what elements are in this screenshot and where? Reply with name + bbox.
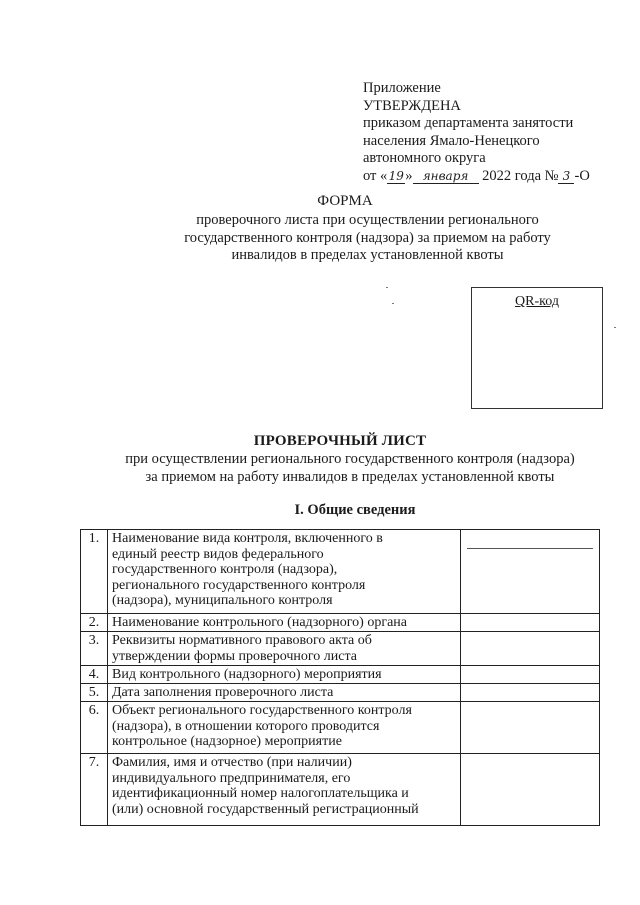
date-month-handwritten: января: [413, 170, 479, 184]
row-number: 4.: [81, 666, 108, 684]
qr-code-box: [471, 287, 603, 409]
scan-speck: [386, 287, 388, 288]
form-heading: [0, 192, 640, 265]
row-label-line: единый реестр видов федерального: [112, 546, 324, 562]
row-label: [108, 754, 461, 826]
date-prefix: от «: [363, 167, 388, 184]
row-label-line: Наименование вида контроля, включенного в: [112, 531, 383, 546]
row-label-line: Фамилия, имя и отчество (при наличии): [112, 755, 352, 770]
checklist-subtitle: при осуществлении регионального государственного контроля (надзора) за приемом на работу инвалидов в пределах установленной квоты: [125, 451, 575, 485]
approval-line-2: населения Ямало-Ненецкого: [363, 132, 540, 149]
date-year: 2022 года №: [482, 167, 559, 184]
row-number: 5.: [81, 684, 108, 702]
date-quote-close: »: [405, 167, 413, 184]
row-number: 2.: [81, 614, 108, 632]
approval-line-3: автономного округа: [363, 150, 486, 166]
order-suffix: -О: [574, 167, 590, 184]
scan-speck: [392, 303, 394, 304]
table-row: [81, 754, 600, 826]
table-row: [81, 530, 600, 614]
row-label-line: контрольное (надзорное) мероприятие: [112, 734, 342, 750]
row-label-line: индивидуального предпринимателя, его: [112, 770, 351, 786]
row-label-line: (надзора), муниципального контроля: [112, 593, 333, 609]
row-label-line: регионального государственного контроля: [112, 577, 366, 593]
order-number-handwritten: 3: [558, 170, 574, 184]
row-label: [108, 530, 461, 614]
row-label-line: (или) основной государственный регистрационный: [112, 801, 419, 817]
approval-date-line: [363, 168, 590, 186]
row-number: 1.: [81, 530, 108, 614]
row-value-field[interactable]: [461, 614, 600, 632]
scan-speck: [614, 327, 616, 328]
row-number: 6.: [81, 702, 108, 754]
row-value-field[interactable]: [461, 632, 600, 666]
row-label-line: Объект регионального государственного контроля: [112, 703, 412, 718]
row-label-line: Наименование контрольного (надзорного) органа: [112, 615, 407, 630]
row-value-field[interactable]: [461, 530, 600, 614]
appendix-header: [363, 80, 590, 185]
approved-label: УТВЕРЖДЕНА: [363, 97, 461, 114]
form-title: ФОРМА: [317, 193, 373, 209]
table-row: [81, 684, 600, 702]
row-value-field[interactable]: [461, 702, 600, 754]
row-label: [108, 632, 461, 666]
appendix-label: Приложение: [363, 80, 441, 96]
table-row: [81, 666, 600, 684]
row-number: 7.: [81, 754, 108, 826]
table-row: [81, 702, 600, 754]
table-row: [81, 632, 600, 666]
row-label-line: идентификационный номер налогоплательщика и: [112, 786, 409, 802]
general-info-table: [80, 529, 600, 826]
row-label: [108, 666, 461, 684]
checklist-heading: [0, 432, 640, 486]
date-day-handwritten: 19: [388, 168, 404, 183]
row-label-line: (надзора), в отношении которого проводится: [112, 718, 380, 734]
row-label: [108, 614, 461, 632]
row-number: 3.: [81, 632, 108, 666]
row-label-line: Реквизиты нормативного правового акта об: [112, 633, 372, 648]
row-value-field[interactable]: [461, 754, 600, 826]
row-label-line: Вид контрольного (надзорного) мероприятия: [112, 667, 382, 682]
checklist-title: ПРОВЕРОЧНЫЙ ЛИСТ: [253, 433, 427, 449]
row-value-field[interactable]: [461, 684, 600, 702]
row-label-line: государственного контроля (надзора),: [112, 562, 338, 578]
section-title: I. Общие сведения: [294, 502, 416, 518]
table-row: [81, 614, 600, 632]
row-label-line: Дата заполнения проверочного листа: [112, 685, 334, 700]
qr-code-label: QR-код: [515, 294, 559, 309]
row-label: [108, 702, 461, 754]
approval-line-1: приказом департамента занятости: [363, 115, 574, 131]
row-label: [108, 684, 461, 702]
row-label-line: утверждении формы проверочного листа: [112, 648, 357, 664]
value-line: [467, 534, 593, 549]
row-value-field[interactable]: [461, 666, 600, 684]
form-subtitle: проверочного листа при осуществлении регионального государственного контроля (надзора) за приемом на работу инвалидов в пределах установленной квоты: [184, 212, 551, 263]
